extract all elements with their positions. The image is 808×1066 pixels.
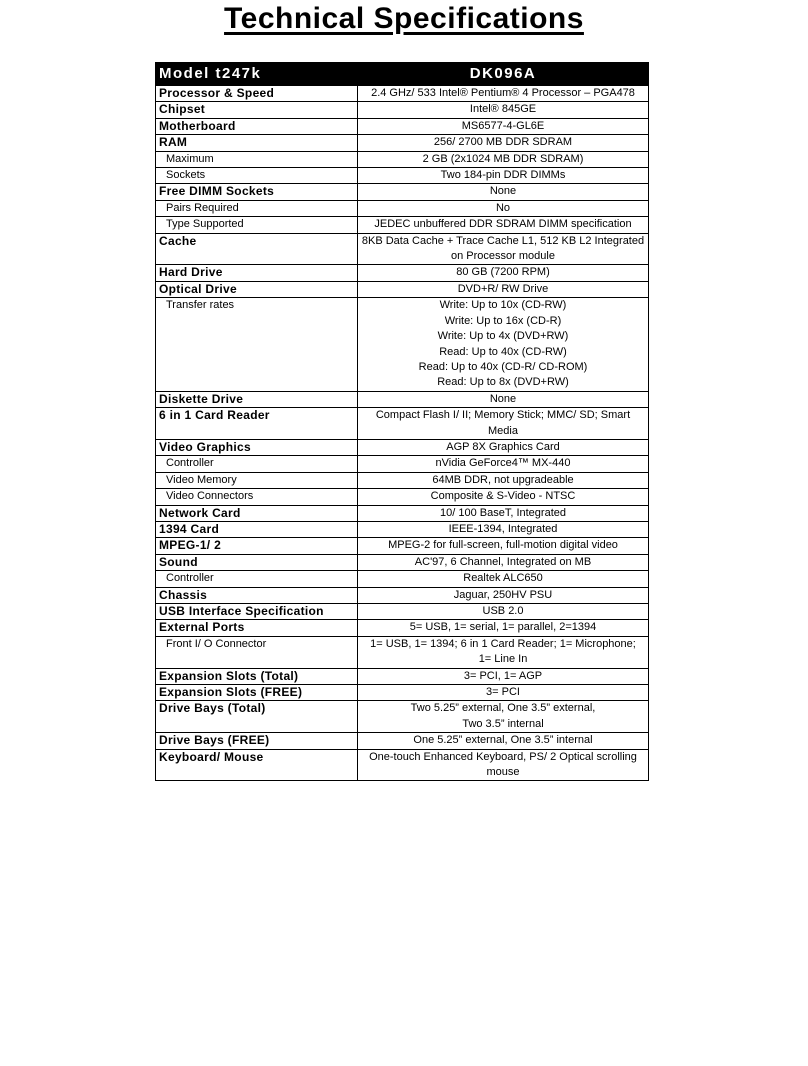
spec-label: 6 in 1 Card Reader <box>156 408 358 440</box>
spec-label: Keyboard/ Mouse <box>156 749 358 781</box>
spec-label: External Ports <box>156 620 358 636</box>
spec-value: No <box>358 200 649 216</box>
spec-value: 5= USB, 1= serial, 1= parallel, 2=1394 <box>358 620 649 636</box>
table-row <box>156 439 649 455</box>
table-row <box>156 86 649 102</box>
spec-value: None <box>358 391 649 407</box>
spec-value: Jaguar, 250HV PSU <box>358 587 649 603</box>
spec-label: Chassis <box>156 587 358 603</box>
spec-label: Motherboard <box>156 118 358 134</box>
spec-sublabel: Video Connectors <box>156 489 358 505</box>
spec-value: JEDEC unbuffered DDR SDRAM DIMM specification <box>358 217 649 233</box>
spec-value: 2 GB (2x1024 MB DDR SDRAM) <box>358 151 649 167</box>
table-row <box>156 265 649 281</box>
table-row <box>156 456 649 472</box>
spec-label: Drive Bays (Total) <box>156 701 358 733</box>
spec-sublabel: Front I/ O Connector <box>156 636 358 668</box>
table-row <box>156 668 649 684</box>
spec-label: RAM <box>156 135 358 151</box>
spec-value: MS6577-4-GL6E <box>358 118 649 134</box>
table-row <box>156 521 649 537</box>
spec-sublabel: Controller <box>156 571 358 587</box>
table-row <box>156 298 649 391</box>
table-row <box>156 408 649 440</box>
spec-sublabel: Video Memory <box>156 472 358 488</box>
spec-value: One 5.25” external, One 3.5” internal <box>358 733 649 749</box>
model-label: Model t247k <box>156 63 358 86</box>
table-row <box>156 636 649 668</box>
model-value: DK096A <box>358 63 649 86</box>
table-header-row <box>156 63 649 86</box>
spec-value: AC'97, 6 Channel, Integrated on MB <box>358 554 649 570</box>
spec-value: Realtek ALC650 <box>358 571 649 587</box>
spec-value: MPEG-2 for full-screen, full-motion digital video <box>358 538 649 554</box>
spec-label: MPEG-1/ 2 <box>156 538 358 554</box>
table-row <box>156 118 649 134</box>
spec-value: None <box>358 184 649 200</box>
spec-value: DVD+R/ RW Drive <box>358 281 649 297</box>
spec-label: Optical Drive <box>156 281 358 297</box>
spec-table <box>155 62 649 781</box>
spec-value: 256/ 2700 MB DDR SDRAM <box>358 135 649 151</box>
table-row <box>156 701 649 733</box>
spec-value: 3= PCI <box>358 685 649 701</box>
table-row <box>156 151 649 167</box>
spec-value: AGP 8X Graphics Card <box>358 439 649 455</box>
table-row <box>156 733 649 749</box>
spec-value: Intel® 845GE <box>358 102 649 118</box>
spec-value: Two 5.25” external, One 3.5” external, Two 3.5” internal <box>358 701 649 733</box>
table-row <box>156 571 649 587</box>
spec-sublabel: Type Supported <box>156 217 358 233</box>
spec-value: 80 GB (7200 RPM) <box>358 265 649 281</box>
spec-value: IEEE-1394, Integrated <box>358 521 649 537</box>
table-row <box>156 685 649 701</box>
table-row <box>156 102 649 118</box>
spec-sublabel: Sockets <box>156 168 358 184</box>
table-row <box>156 391 649 407</box>
table-row <box>156 217 649 233</box>
table-row <box>156 538 649 554</box>
table-row <box>156 587 649 603</box>
spec-label: 1394 Card <box>156 521 358 537</box>
spec-value: 8KB Data Cache + Trace Cache L1, 512 KB L2 Integrated on Processor module <box>358 233 649 265</box>
spec-label: Drive Bays (FREE) <box>156 733 358 749</box>
spec-value: 64MB DDR, not upgradeable <box>358 472 649 488</box>
spec-value: Compact Flash I/ II; Memory Stick; MMC/ SD; Smart Media <box>358 408 649 440</box>
spec-value: nVidia GeForce4™ MX-440 <box>358 456 649 472</box>
table-row <box>156 168 649 184</box>
spec-sublabel: Controller <box>156 456 358 472</box>
table-row <box>156 472 649 488</box>
page-title: Technical Specifications <box>224 2 584 35</box>
spec-label: Diskette Drive <box>156 391 358 407</box>
spec-sublabel: Maximum <box>156 151 358 167</box>
spec-label: Chipset <box>156 102 358 118</box>
spec-label: Hard Drive <box>156 265 358 281</box>
spec-label: Free DIMM Sockets <box>156 184 358 200</box>
table-row <box>156 233 649 265</box>
spec-label: USB Interface Specification <box>156 604 358 620</box>
spec-label: Expansion Slots (Total) <box>156 668 358 684</box>
spec-value: Write: Up to 10x (CD-RW) Write: Up to 16x (CD-R) Write: Up to 4x (DVD+RW) Read: Up to 40x (CD-RW) Read: Up to 40x (CD-R/ CD-ROM) Read: Up to 8x (DVD+RW) <box>358 298 649 391</box>
spec-sublabel: Transfer rates <box>156 298 358 391</box>
spec-value: USB 2.0 <box>358 604 649 620</box>
spec-value: 10/ 100 BaseT, Integrated <box>358 505 649 521</box>
table-row <box>156 184 649 200</box>
spec-value: 2.4 GHz/ 533 Intel® Pentium® 4 Processor – PGA478 <box>358 86 649 102</box>
spec-value: Two 184-pin DDR DIMMs <box>358 168 649 184</box>
table-row <box>156 749 649 781</box>
spec-value: Composite & S-Video - NTSC <box>358 489 649 505</box>
table-row <box>156 604 649 620</box>
spec-value: 3= PCI, 1= AGP <box>358 668 649 684</box>
spec-label: Expansion Slots (FREE) <box>156 685 358 701</box>
table-row <box>156 620 649 636</box>
table-row <box>156 200 649 216</box>
table-row <box>156 281 649 297</box>
spec-label: Sound <box>156 554 358 570</box>
spec-value: One-touch Enhanced Keyboard, PS/ 2 Optical scrolling mouse <box>358 749 649 781</box>
spec-label: Video Graphics <box>156 439 358 455</box>
spec-label: Network Card <box>156 505 358 521</box>
spec-value: 1= USB, 1= 1394; 6 in 1 Card Reader; 1= Microphone; 1= Line In <box>358 636 649 668</box>
spec-label: Cache <box>156 233 358 265</box>
spec-sublabel: Pairs Required <box>156 200 358 216</box>
table-row <box>156 554 649 570</box>
spec-label: Processor & Speed <box>156 86 358 102</box>
table-row <box>156 489 649 505</box>
table-row <box>156 505 649 521</box>
table-row <box>156 135 649 151</box>
